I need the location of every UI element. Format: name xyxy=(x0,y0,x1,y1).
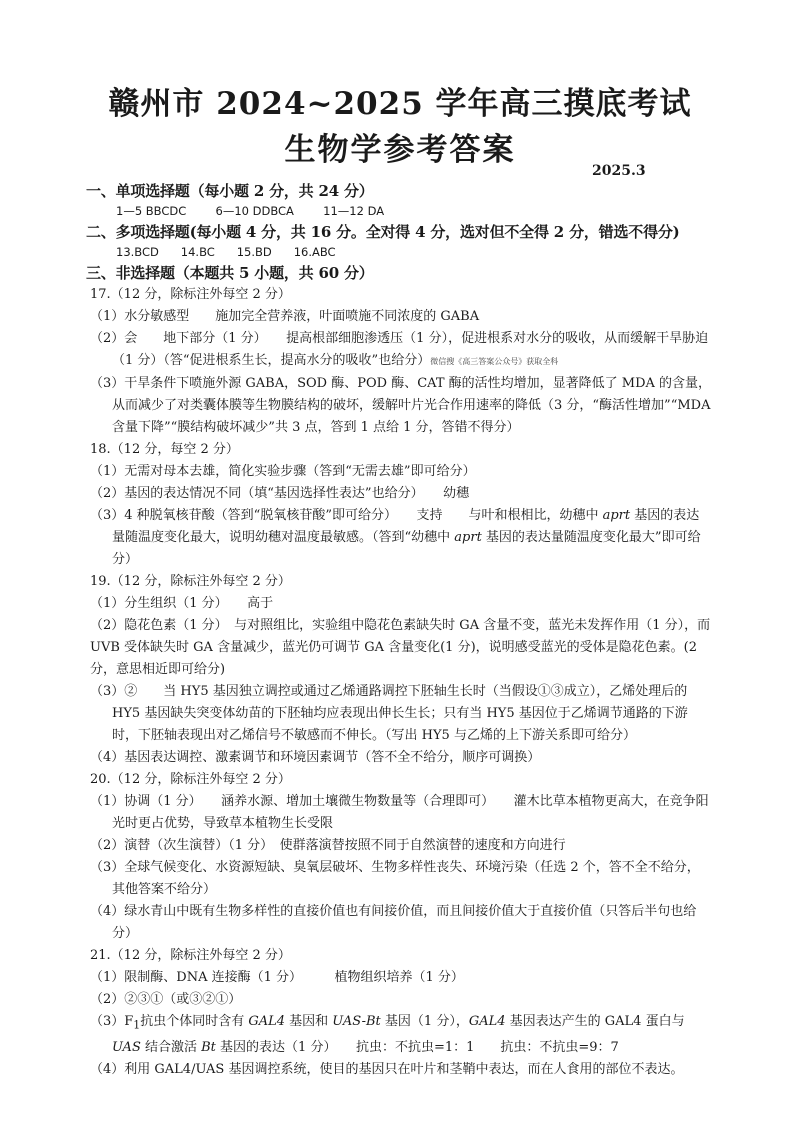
q20-answer-1: （1）协调（1 分） 涵养水源、增加土壤微生物数量等（合理即可） 灌木比草本植物更高大，在竞争阳光时更占优势，导致草本植物生长受限 xyxy=(90,794,709,831)
q21-answer-3-gene-gal4: GAL4 xyxy=(248,1014,286,1029)
q21-answer-3-part7: 基因的表达（1 分） 抗虫：不抗虫=1：1 抗虫：不抗虫=9：7 xyxy=(215,1039,619,1055)
section-non-choice-heading: 三、非选择题（本题共 5 小题，共 60 分） xyxy=(86,264,374,282)
q18-answer-1: （1）无需对母本去雄，简化实验步骤（答到“无需去雄”即可给分） xyxy=(90,464,476,479)
single-choice-answers: 1—5 BBCDC 6—10 DDBCA 11—12 DA xyxy=(116,204,385,218)
q19-answer-3: （3）② 当 HY5 基因独立调控或通过乙烯通路调控下胚轴生长时（当假设①③成立），乙烯处理后的 HY5 基因缺失突变体幼苗的下胚轴均应表现出伸长生长；只有当 HY5 基因位于乙烯调节通路的下游时，下胚轴表现出对乙烯信号不敏感而不伸长。（写出 HY5 与乙烯的上下游关系即可给分） xyxy=(90,684,688,743)
q18-answer-3-gene1: aprt xyxy=(602,508,631,523)
q21-answer-2: （2）②③①（或③②①） xyxy=(90,992,242,1007)
q21-answer-1: （1）限制酶、DNA 连接酶（1 分） 植物组织培养（1 分） xyxy=(90,970,464,985)
q21-answer-3-part2: 抗虫个体同时含有 xyxy=(140,1014,249,1029)
q21-answer-3-uas: UAS xyxy=(112,1039,141,1055)
q21-answer-3-gene-uas-bt: UAS-Bt xyxy=(332,1014,381,1029)
section-single-choice-heading: 一、单项选择题（每小题 2 分，共 24 分） xyxy=(86,182,374,200)
q19-answer-2: （2）隐花色素（1 分） 与对照组比，实验组中隐花色素缺失时 GA 含量不变，蓝光未发挥作用（1 分），而 UVB 受体缺失时 GA 含量减少，蓝光仍可调节 GA 含量变化(1 分)，说明感受蓝光的受体是隐花色素。(2 分，意思相近即可给分) xyxy=(90,618,711,677)
q18-answer-2: （2）基因的表达情况不同（填“基因选择性表达”也给分） 幼穗 xyxy=(90,486,470,501)
q17-answer-2-note: 微信搜《高三答案公众号》获取全科 xyxy=(430,357,559,366)
q20-answer-2: （2）演替（次生演替）（1 分） 使群落演替按照不同于自然演替的速度和方向进行 xyxy=(90,838,566,853)
exam-title: 赣州市 2024~2025 学年高三摸底考试 xyxy=(108,86,692,122)
q18-answer-3-part3: 基因的表达量随温度变化最大”即可给分） xyxy=(112,530,701,567)
q17-answer-2 xyxy=(90,328,712,373)
q18-answer-3-gene2: aprt xyxy=(454,530,482,545)
q17-answer-2-text: （2）会 地下部分（1 分） 提高根部细胞渗透压（1 分），促进根系对水分的吸收，从而缓解干旱胁迫（1 分）（答“促进根系生长，提高水分的吸收”也给分） xyxy=(90,331,709,368)
section-multiple-choice-heading: 二、多项选择题(每小题 4 分，共 16 分。全对得 4 分，选对但不全得 2 分，错选不得分) xyxy=(86,223,680,241)
q20-heading: 20.（12 分，除标注外每空 2 分） xyxy=(90,772,291,787)
q18-answer-3-part1: （3）4 种脱氧核苷酸（答到“脱氧核苷酸”即可给分） 支持 与叶和根相比，幼穗中 xyxy=(90,508,603,523)
q21-answer-3-bt: Bt xyxy=(201,1039,216,1055)
q19-heading: 19.（12 分，除标注外每空 2 分） xyxy=(90,574,291,589)
q17-answer-3: （3）干旱条件下喷施外源 GABA，SOD 酶、POD 酶、CAT 酶的活性均增加，显著降低了 MDA 的含量，从而减少了对类囊体膜等生物膜结构的破坏，缓解叶片光合作用速率的降低（3 分，“酶活性增加”“MDA 含量下降”“膜结构破坏减少”共 3 点，答到 1 点给 1 分，答错不得分） xyxy=(90,376,712,435)
q17-answer-1: （1）水分敏感型 施加完全营养液，叶面喷施不同浓度的 GABA xyxy=(90,309,480,324)
multiple-choice-answers: 13.BCD 14.BC 15.BD 16.ABC xyxy=(116,245,336,259)
q21-answer-3-gene-gal4-2: GAL4 xyxy=(468,1014,506,1029)
q20-answer-3: （3）全球气候变化、水资源短缺、臭氧层破坏、生物多样性丧失、环境污染（任选 2 个，答不全不给分，其他答案不给分） xyxy=(90,860,700,897)
q20-answer-4: （4）绿水青山中既有生物多样性的直接价值也有间接价值，而且间接价值大于直接价值（只答后半句也给分） xyxy=(90,904,697,941)
answer-key-title: 生物学参考答案 xyxy=(284,132,516,168)
q21-answer-3-part5: 基因表达产生的 GAL4 蛋白与 xyxy=(505,1014,685,1029)
q21-heading: 21.（12 分，除标注外每空 2 分） xyxy=(90,948,291,963)
q21-answer-3-part6: 结合激活 xyxy=(140,1039,202,1055)
q21-answer-3-part4: 基因（1 分）， xyxy=(380,1014,469,1029)
document-date: 2025.3 xyxy=(592,163,646,179)
q17-heading: 17.（12 分，除标注外每空 2 分） xyxy=(90,287,291,302)
q21-answer-4: （4）利用 GAL4/UAS 基因调控系统，使目的基因只在叶片和茎鞘中表达，而在人食用的部位不表达。 xyxy=(90,1061,684,1077)
q21-answer-3 xyxy=(90,1011,712,1059)
q18-answer-3-part2: 基因的表达量随温度变化最大，说明幼穗对温度最敏感。（答到“幼穗中 xyxy=(112,508,700,545)
q21-answer-3-part1: （3）F xyxy=(90,1014,134,1029)
q18-answer-3 xyxy=(90,505,712,571)
q21-answer-3-subscript: 1 xyxy=(133,1018,141,1032)
q19-answer-4: （4）基因表达调控、激素调节和环境因素调节（答不全不给分，顺序可调换） xyxy=(90,750,541,765)
q19-answer-1: （1）分生组织（1 分） 高于 xyxy=(90,596,274,611)
q18-heading: 18.（12 分，每空 2 分） xyxy=(90,442,239,457)
answer-content xyxy=(86,180,712,1081)
q21-answer-3-part3: 基因和 xyxy=(285,1014,333,1029)
